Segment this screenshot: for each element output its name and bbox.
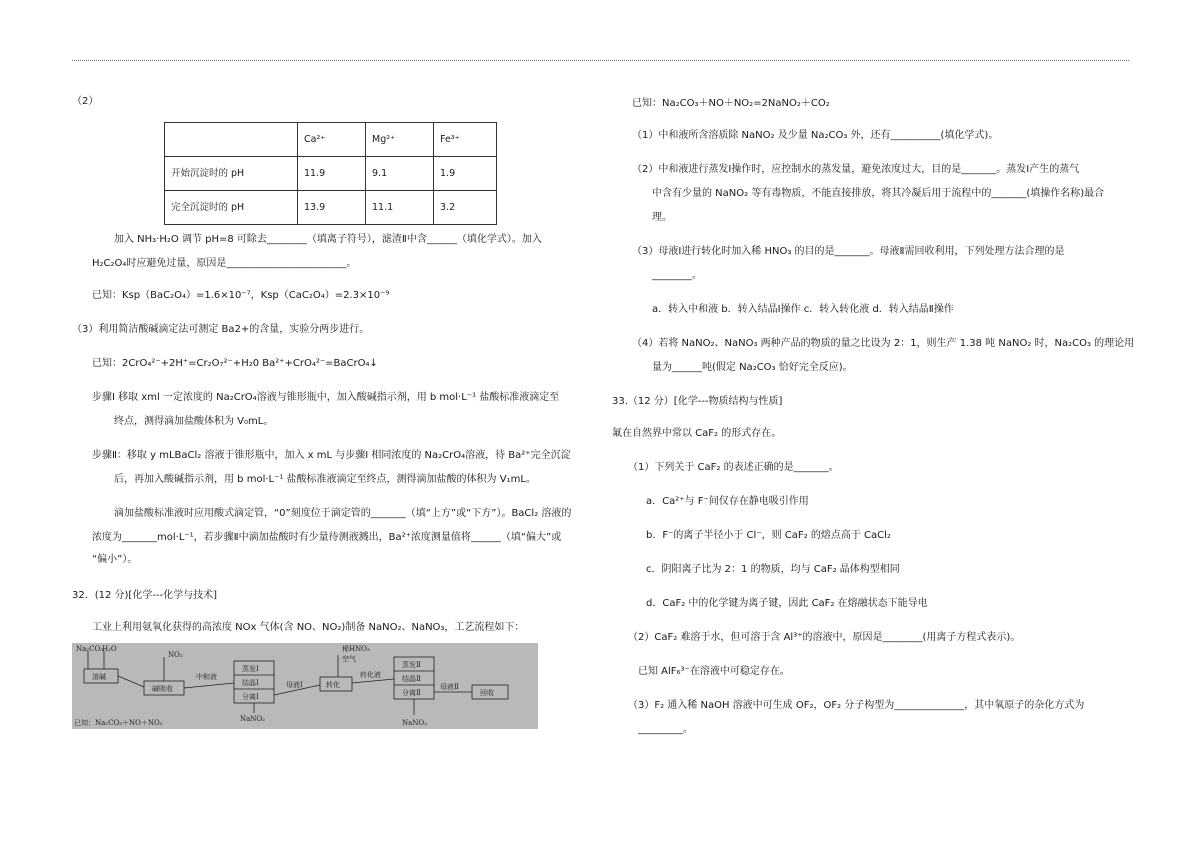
text-line: （3）利用简洁酸碱滴定法可测定 Ba2+的含量，实验分两步进行。 xyxy=(72,324,370,335)
text-line: 步骤Ⅱ：移取 y mLBaCl₂ 溶液于锥形瓶中，加入 x mL 与步骤Ⅰ 相同浓度的 Na₂CrO₄溶液，待 Ba²⁺完全沉淀 xyxy=(92,450,571,461)
table-cell: Fe³⁺ xyxy=(434,123,497,157)
text-line: 已知：Ksp（BaC₂O₄）=1.6×10⁻⁷，Ksp（CaC₂O₄）=2.3×10⁻⁹ xyxy=(92,290,390,301)
text-line: 已知：Na₂CO₃＋NO＋NO₂=2NaNO₂＋CO₂ xyxy=(632,98,830,109)
table-cell: 3.2 xyxy=(434,191,497,225)
label-na2co3: Na₂CO₃ xyxy=(76,645,104,653)
table-cell: 13.9 xyxy=(298,191,366,225)
text-line: 中含有少量的 NaNO₂ 等有毒物质，不能直接排放，将其冷凝后用于流程中的_______(填操作名称)最合 xyxy=(652,188,1105,199)
text-line: 工业上利用氨氧化获得的高浓度 NOx 气体(含 NO、NO₂)制备 NaNO₂、NaNO₃，工艺流程如下： xyxy=(92,622,525,633)
text-line: （1）中和液所含溶质除 NaNO₂ 及少量 Na₂CO₃ 外，还有__________(填化学式)。 xyxy=(632,130,999,141)
text-line: 后，再加入酸碱指示剂，用 b mol·L⁻¹ 盐酸标准液滴定至终点，测得滴加盐酸的体积为 V₁mL。 xyxy=(114,474,536,485)
question-33-heading: 33.（12 分）[化学---物质结构与性质] xyxy=(612,396,783,407)
label-hno3: 稀HNO₃ xyxy=(342,645,370,653)
option-c: c．阴阳离子比为 2：1 的物质，均与 CaF₂ 晶体构型相同 xyxy=(646,564,900,575)
text-line: 已知 AlF₆³⁻在溶液中可稳定存在。 xyxy=(638,666,790,677)
label-absorb: 碱吸收 xyxy=(152,685,173,693)
table-cell: 完全沉淀时的 pH xyxy=(165,191,298,225)
table-cell: 11.9 xyxy=(298,157,366,191)
label-nano3: NaNO₃ xyxy=(402,719,427,727)
text-line: 浓度为_______mol·L⁻¹，若步骤Ⅱ中滴加盐酸时有少量待测液溅出，Ba²⁺浓度测量值将______（填“偏大”或 xyxy=(92,532,562,543)
table-cell: Mg²⁺ xyxy=(366,123,434,157)
option-b: b．F⁻的离子半径小于 Cl⁻，则 CaF₂ 的熔点高于 CaCl₂ xyxy=(646,530,891,541)
text-line: 已知：2CrO₄²⁻+2H⁺=Cr₂O₇²⁻+H₂0 Ba²⁺+CrO₄²⁻=BaCrO₄↓ xyxy=(92,358,378,369)
label-dissolve: 溶碱 xyxy=(92,673,106,681)
text-line: “偏小”）。 xyxy=(92,554,138,565)
text-line: （3）母液Ⅰ进行转化时加入稀 HNO₃ 的目的是_______。母液Ⅱ需回收利用，下列处理方法合理的是 xyxy=(632,246,1065,257)
label-recycle: 回收 xyxy=(480,689,494,697)
label-no2: NO₂ xyxy=(168,651,183,659)
label-nano2: NaNO₂ xyxy=(240,715,265,723)
text-line: ________。 xyxy=(652,270,702,281)
text-line: （2）CaF₂ 难溶于水，但可溶于含 Al³⁺的溶液中，原因是________(用离子方程式表示)。 xyxy=(628,632,1021,643)
label-convliq: 转化液 xyxy=(360,671,381,679)
label-mother2: 母液Ⅱ xyxy=(440,683,459,691)
table-cell: 11.1 xyxy=(366,191,434,225)
label-mother1: 母液Ⅰ xyxy=(286,681,303,689)
header-rule xyxy=(72,60,1129,61)
text-line: 滴加盐酸标准液时应用酸式滴定管，“0”刻度位于滴定管的_______（填“上方”或“下方”）。BaCl₂ 溶液的 xyxy=(114,508,572,519)
table-row xyxy=(165,157,497,191)
text-line: 步骤Ⅰ 移取 xml 一定浓度的 Na₂CrO₄溶液与锥形瓶中，加入酸碱指示剂，用 b mol·L⁻¹ 盐酸标准液滴定至 xyxy=(92,392,560,403)
table-header-row xyxy=(165,123,497,157)
label-cryst1: 结晶Ⅰ xyxy=(242,679,259,687)
text-line: （4）若将 NaNO₂、NaNO₃ 两种产品的物质的量之比设为 2：1，则生产 1.38 吨 NaNO₂ 时，Na₂CO₃ 的理论用 xyxy=(632,338,1135,349)
text-line: 量为______吨(假定 Na₂CO₃ 恰好完全反应)。 xyxy=(652,362,853,373)
label-sep2: 分离Ⅱ xyxy=(402,689,421,697)
label-convert: 转化 xyxy=(326,681,340,689)
label-air: 空气 xyxy=(342,655,356,663)
table-cell: 1.9 xyxy=(434,157,497,191)
label-sep1: 分离Ⅰ xyxy=(242,693,259,701)
ph-table xyxy=(164,122,497,225)
table-row xyxy=(165,191,497,225)
question-32-heading: 32．(12 分)[化学---化学与技术] xyxy=(72,590,218,601)
table-cell xyxy=(165,123,298,157)
table-cell: 9.1 xyxy=(366,157,434,191)
text-line: 理。 xyxy=(652,212,672,223)
label-h2o: H₂O xyxy=(102,645,117,653)
label-known: 已知：Na₂CO₃＋NO＋NO₂ xyxy=(74,719,163,727)
text-line: （3）F₂ 通入稀 NaOH 溶液中可生成 OF₂，OF₂ 分子构型为______________，其中氧原子的杂化方式为 xyxy=(628,700,1085,711)
options-line: a．转入中和液 b．转入结晶Ⅰ操作 c．转入转化液 d．转入结晶Ⅱ操作 xyxy=(652,304,954,315)
text-line: H₂C₂O₄时应避免过量，原因是________________________。 xyxy=(92,258,357,269)
text-line: 氟在自然界中常以 CaF₂ 的形式存在。 xyxy=(612,428,782,439)
text-line: （1）下列关于 CaF₂ 的表述正确的是_______。 xyxy=(628,462,839,473)
table-cell: 开始沉淀时的 pH xyxy=(165,157,298,191)
option-d: d．CaF₂ 中的化学键为离子键，因此 CaF₂ 在熔融状态下能导电 xyxy=(646,598,928,609)
label-cryst2: 结晶Ⅱ xyxy=(402,675,421,683)
text-line: 终点，测得滴加盐酸体积为 V₀mL。 xyxy=(114,416,274,427)
text-line: （2）中和液进行蒸发Ⅰ操作时，应控制水的蒸发量，避免浓度过大，目的是_______。蒸发Ⅰ产生的蒸气 xyxy=(632,164,1080,175)
label-neutral: 中和液 xyxy=(196,673,217,681)
table-cell: Ca²⁺ xyxy=(298,123,366,157)
process-flow-diagram xyxy=(72,643,538,729)
text-line: 加入 NH₃·H₂O 调节 pH=8 可除去________（填离子符号），滤渣Ⅱ中含______（填化学式）。加入 xyxy=(114,234,542,245)
option-a: a．Ca²⁺与 F⁻间仅存在静电吸引作用 xyxy=(646,496,809,507)
text-line: _________。 xyxy=(638,724,693,735)
question-2-label: （2） xyxy=(72,96,99,107)
label-evap2: 蒸发Ⅱ xyxy=(402,661,421,669)
label-evap1: 蒸发Ⅰ xyxy=(242,665,259,673)
